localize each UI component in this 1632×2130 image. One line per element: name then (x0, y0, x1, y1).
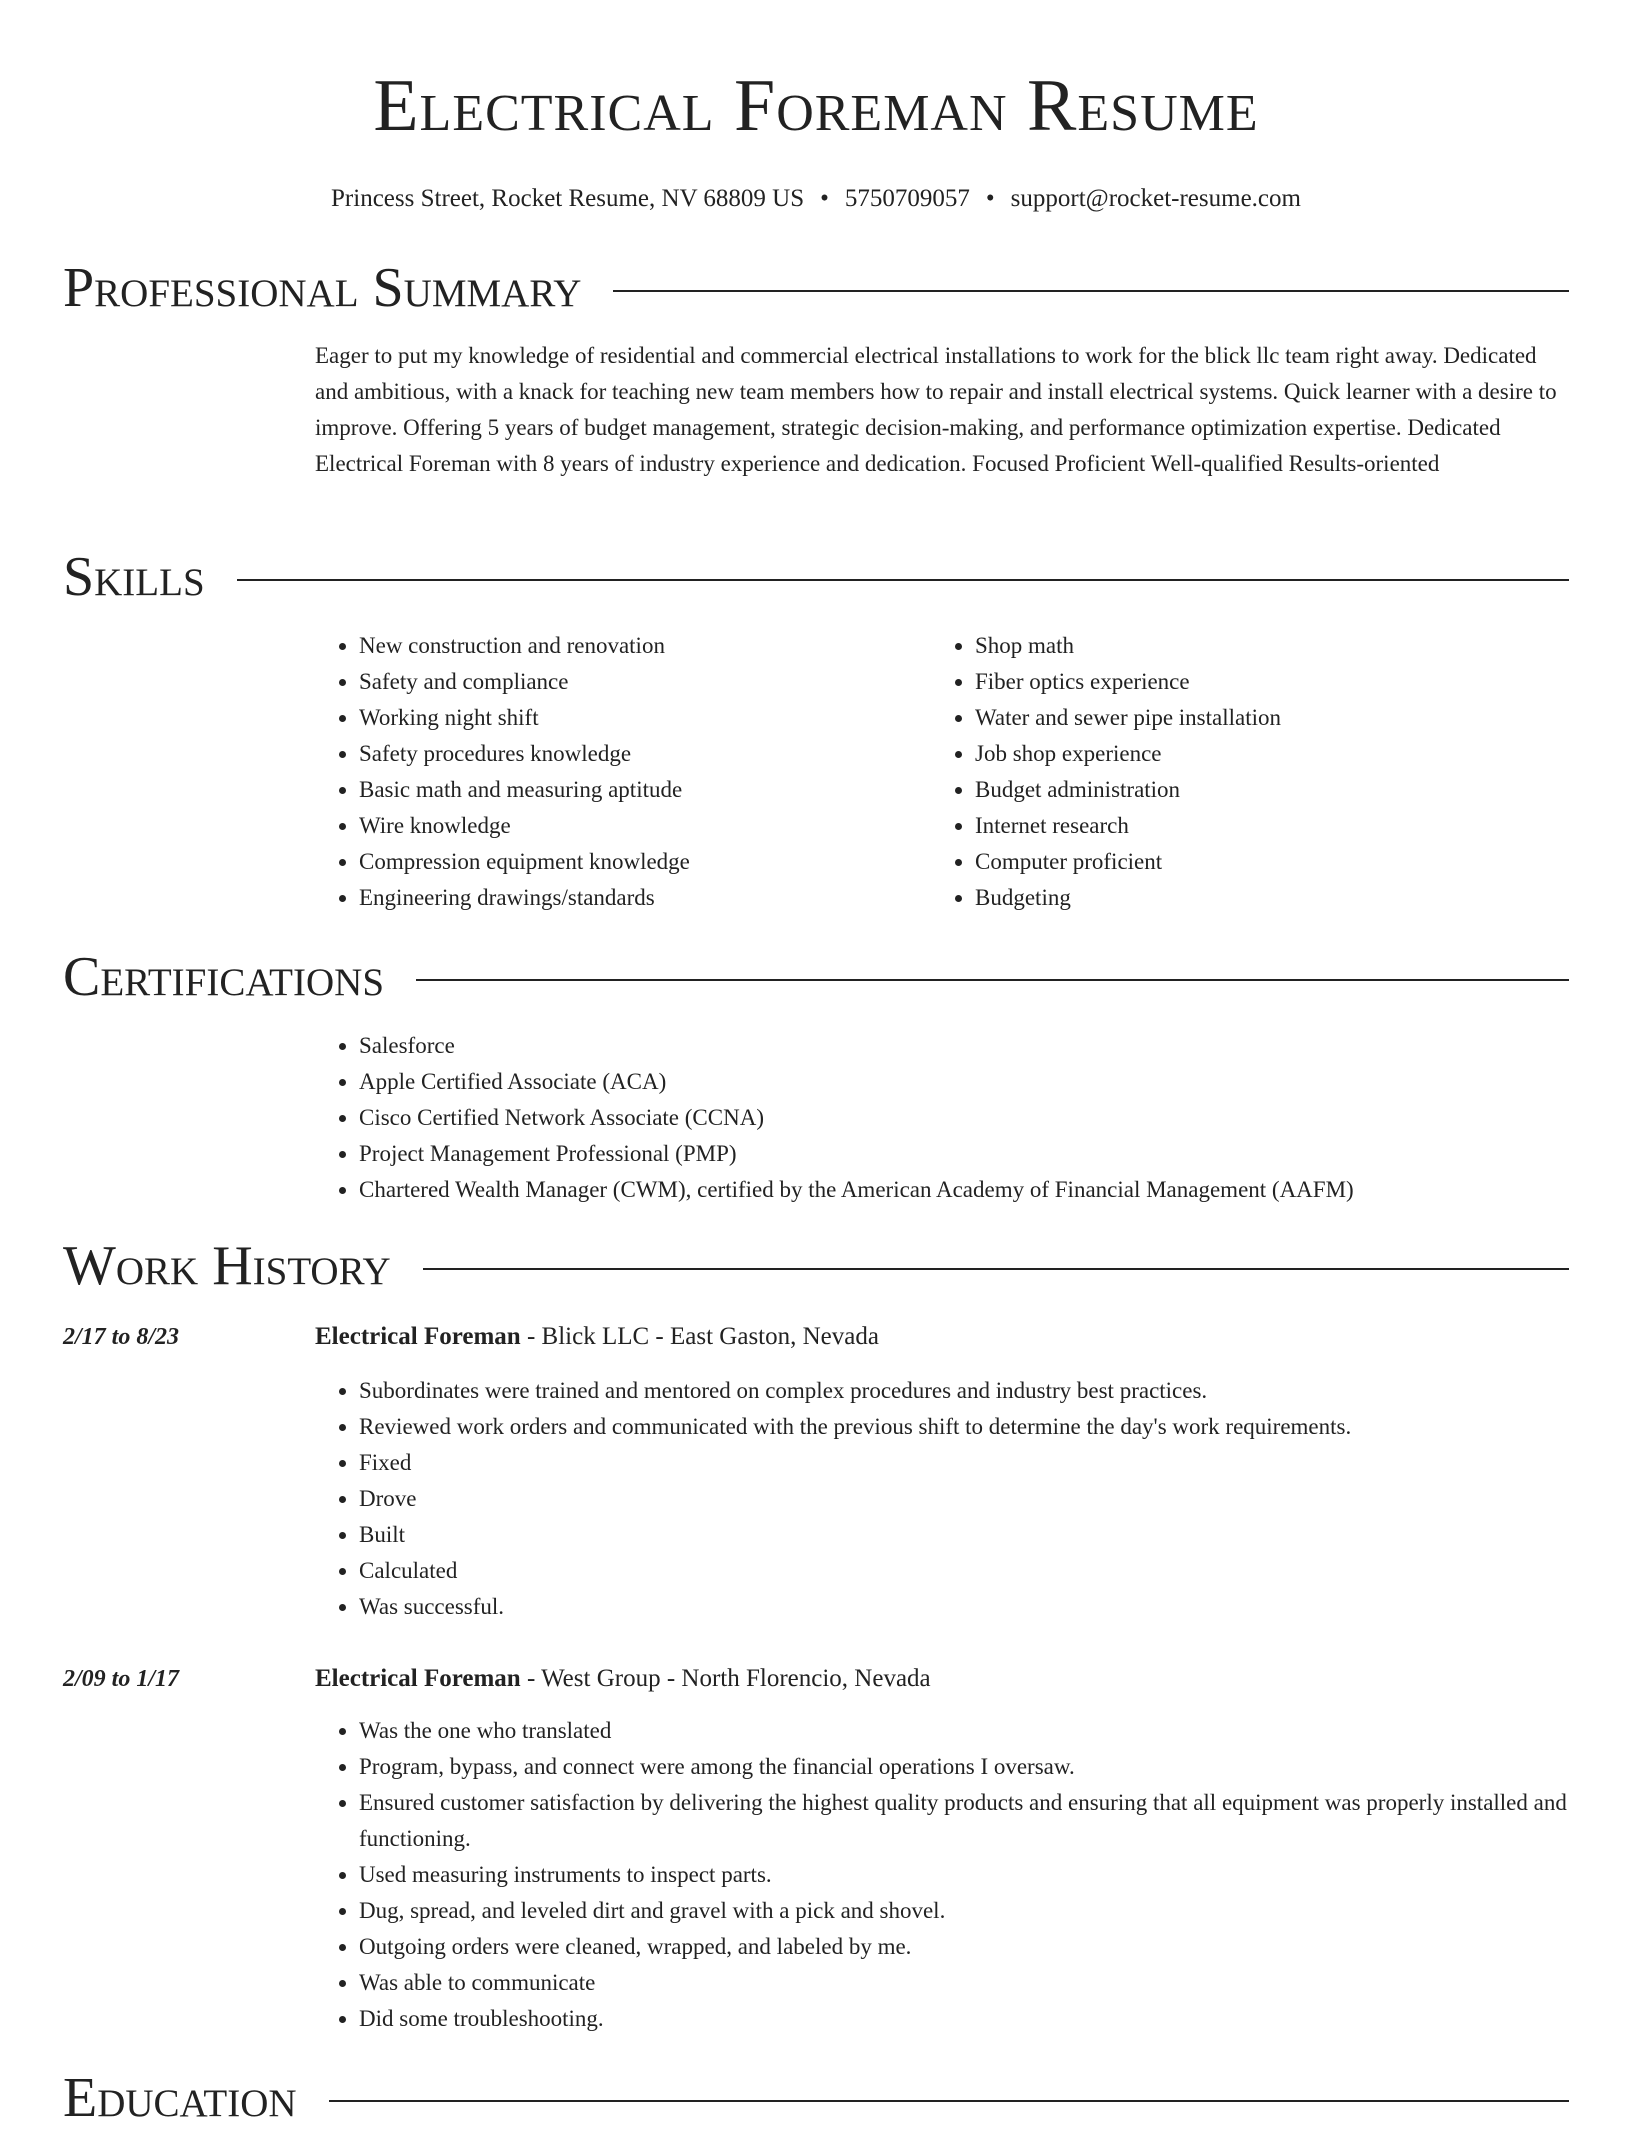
job-employer-location: - West Group - North Florencio, Nevada (520, 1665, 931, 1692)
list-item: • Computer proficient (975, 844, 1547, 880)
skills-section-header (63, 545, 1569, 609)
list-item: • Shop math (975, 628, 1547, 664)
list-item: • Budgeting (975, 880, 1547, 916)
work-history-section-header (63, 1234, 1569, 1298)
list-item: • Safety procedures knowledge (359, 736, 931, 772)
list-item: • New construction and renovation (359, 628, 931, 664)
address-text: Princess Street, Rocket Resume, NV 68809 US (331, 185, 805, 212)
list-item: • Budget administration (975, 772, 1547, 808)
section-divider (416, 979, 1569, 981)
contact-separator: • (985, 185, 995, 212)
education-section-header (63, 2066, 1569, 2130)
section-divider (237, 579, 1569, 581)
job-title: Electrical Foreman (315, 1323, 521, 1350)
list-item: • Wire knowledge (359, 808, 931, 844)
section-divider (613, 290, 1569, 292)
list-item: • Was able to communicate (359, 1965, 1569, 2001)
list-item: • Fixed (359, 1445, 1569, 1481)
list-item: • Engineering drawings/standards (359, 880, 931, 916)
list-item: • Salesforce (359, 1028, 1569, 1064)
job-duties-list (315, 1713, 1569, 2037)
list-item: • Job shop experience (975, 736, 1547, 772)
list-item: • Calculated (359, 1553, 1569, 1589)
skills-heading: Skills (63, 546, 205, 608)
job-heading (315, 1661, 931, 1697)
contact-separator: • (820, 185, 829, 212)
list-item: • Did some troubleshooting. (359, 2001, 1569, 2037)
list-item: • Outgoing orders were cleaned, wrapped, and labeled by me. (359, 1929, 1569, 1965)
certifications-heading: Certifications (63, 946, 385, 1008)
list-item: • Drove (359, 1481, 1569, 1517)
certifications-bullets (315, 1028, 1569, 1208)
list-item: • Compression equipment knowledge (359, 844, 931, 880)
list-item: • Was successful. (359, 1589, 1569, 1625)
job-employer-location: - Blick LLC - East Gaston, Nevada (520, 1323, 879, 1350)
contact-line (0, 184, 1632, 214)
email-link[interactable]: support@rocket-resume.com (1010, 185, 1301, 212)
summary-section-header (63, 256, 1569, 320)
list-item: • Cisco Certified Network Associate (CCNA) (359, 1100, 1569, 1136)
list-item: • Apple Certified Associate (ACA) (359, 1064, 1569, 1100)
skills-column-right (931, 628, 1547, 916)
summary-text: Eager to put my knowledge of residential and commercial electrical installations to work for the blick llc team right away. Dedicated and ambitious, with a knack for teaching new team members how to repair and install electrical systems. Quick learner with a desire to improve. Offering 5 years of budget management, strategic decision-making, and performance optimization expertise. Dedicated Electrical Foreman with 8 years of industry experience and dedication. Focused Proficient Well-qualified Results-oriented (315, 343, 1557, 476)
list-item: • Working night shift (359, 700, 931, 736)
job-title: Electrical Foreman (315, 1665, 521, 1692)
certifications-list (315, 1028, 1569, 1208)
list-item: • Ensured customer satisfaction by delivering the highest quality products and ensuring that all equipment was properly installed and functioning. (359, 1785, 1569, 1857)
job-dates: 2/17 to 8/23 (63, 1324, 180, 1350)
list-item: • Water and sewer pipe installation (975, 700, 1547, 736)
work-history-heading: Work History (63, 1235, 391, 1297)
job-duties (315, 1713, 1569, 2037)
list-item: • Internet research (975, 808, 1547, 844)
list-item: • Subordinates were trained and mentored on complex procedures and industry best practices. (359, 1373, 1569, 1409)
list-item: • Reviewed work orders and communicated with the previous shift to determine the day's work requirements. (359, 1409, 1569, 1445)
job-duties (315, 1373, 1569, 1625)
skills-right-list (931, 628, 1547, 916)
section-divider (329, 2100, 1569, 2102)
list-item: • Dug, spread, and leveled dirt and gravel with a pick and shovel. (359, 1893, 1569, 1929)
job-heading (315, 1319, 879, 1355)
skills-list (315, 628, 1569, 916)
summary-heading: Professional Summary (63, 257, 582, 319)
list-item: • Fiber optics experience (975, 664, 1547, 700)
section-divider (423, 1268, 1569, 1270)
education-heading: Education (63, 2067, 297, 2129)
job-duties-list (315, 1373, 1569, 1625)
phone-text: 5750709057 (844, 185, 970, 212)
job-dates: 2/09 to 1/17 (63, 1666, 180, 1692)
list-item: • Was the one who translated (359, 1713, 1569, 1749)
list-item: • Safety and compliance (359, 664, 931, 700)
certifications-section-header (63, 945, 1569, 1009)
list-item: • Basic math and measuring aptitude (359, 772, 931, 808)
resume-title: Electrical Foreman Resume (373, 65, 1259, 147)
skills-column-left (315, 628, 931, 916)
list-item: • Program, bypass, and connect were among the financial operations I oversaw. (359, 1749, 1569, 1785)
skills-left-list (315, 628, 931, 916)
list-item: • Project Management Professional (PMP) (359, 1136, 1569, 1172)
list-item: • Used measuring instruments to inspect parts. (359, 1857, 1569, 1893)
list-item: • Built (359, 1517, 1569, 1553)
list-item: • Chartered Wealth Manager (CWM), certified by the American Academy of Financial Management (AAFM) (359, 1172, 1569, 1208)
